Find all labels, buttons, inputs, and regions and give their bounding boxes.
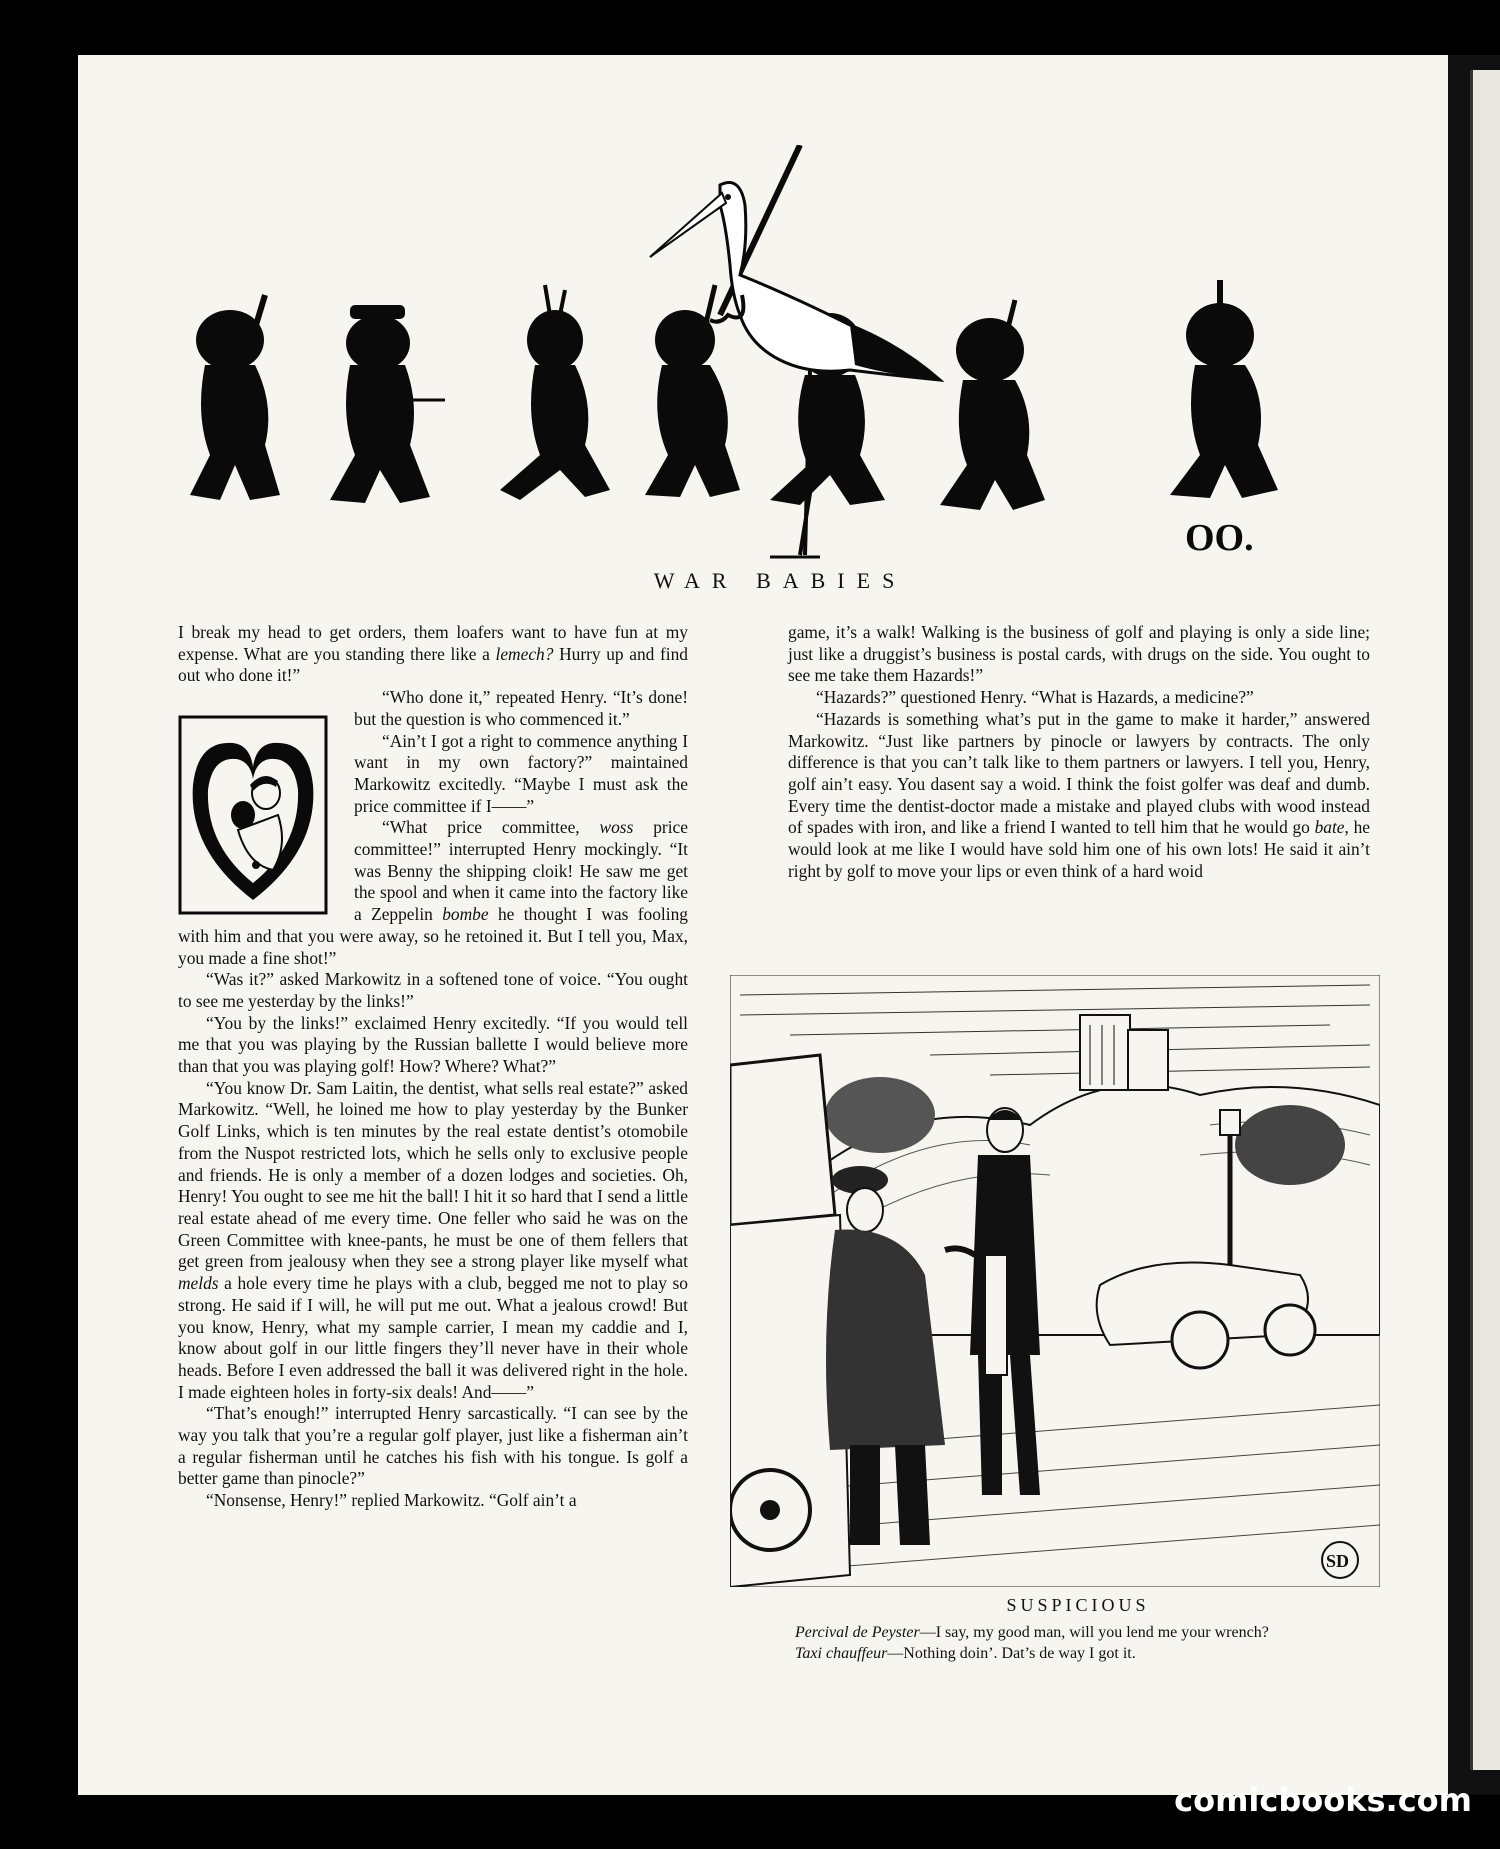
paragraph: “Ain’t I got a right to commence anything I want in my own factory?” maintained Markowitz excitedly. “Maybe I must ask the price committee if I——” xyxy=(354,730,688,816)
cartoon-caption xyxy=(795,1622,1375,1664)
paragraph: game, it’s a walk! Walking is the business of golf and playing is only a side line; just like a druggist’s business is postal cards, with drugs on the side. You ought to see me take them Hazards!” xyxy=(788,622,1370,686)
soldier-silhouette xyxy=(940,300,1045,510)
boy-with-cane-silhouette xyxy=(330,305,445,503)
paragraph: “That’s enough!” interrupted Henry sarcastically. “I can see by the way you talk that you’re a regular golf player, just like a fisherman ain’t a regular fisherman until he catches his fish with his tongue. Is golf a better game than pinocle?” xyxy=(178,1403,688,1489)
soldier-silhouette xyxy=(1170,280,1278,498)
paragraph: “Was it?” asked Markowitz in a softened tone of voice. “You ought to see me yesterday by the links!” xyxy=(178,969,688,1011)
paragraph: “Hazards?” questioned Henry. “What is Hazards, a medicine?” xyxy=(816,687,1254,708)
soldier-silhouette xyxy=(190,295,280,500)
paragraph: “Nonsense, Henry!” replied Markowitz. “Golf ain’t a xyxy=(206,1490,577,1511)
article-title: WAR BABIES xyxy=(653,568,907,593)
dialogue: —Nothing doin’. Dat’s de way I got it. xyxy=(887,1645,1136,1662)
paragraph: “Who done it,” repeated Henry. “It’s done! but the question is who commenced it.” xyxy=(354,687,688,729)
cartoon-signature: SD xyxy=(1326,1551,1350,1571)
speaker-name: Taxi chauffeur xyxy=(795,1645,888,1662)
cartoon-title: SUSPICIOUS xyxy=(1006,1595,1150,1615)
caption-line-1 xyxy=(795,1622,1375,1643)
dialogue: —I say, my good man, will you lend me your wrench? xyxy=(919,1624,1269,1641)
header-signature: OO. xyxy=(1185,517,1254,559)
paragraph: I break my head to get orders, them loafers want to have fun at my expense. What are you standing there like a lemech? Hurry up and find out who done it!” xyxy=(178,622,688,686)
watermark: comicbooks.com xyxy=(1174,1781,1472,1819)
left-text-column xyxy=(178,622,688,1512)
war-babies-illustration xyxy=(170,145,1380,565)
speaker-name: Percival de Peyster xyxy=(795,1624,920,1641)
paragraph: “You by the links!” exclaimed Henry excitedly. “If you would tell me that you was playing by the Russian ballette I would believe more than that you was playing golf! How? Where? What?” xyxy=(178,1012,688,1077)
suspicious-cartoon xyxy=(730,975,1380,1587)
caption-line-2 xyxy=(795,1643,1375,1664)
paragraph: “Hazards is something what’s put in the game to make it harder,” answered Markowitz. “Just like partners by pinocle or lawyers by contracts. The only difference is that you can’t talk like to them partners or lawyers. I tell you, Henry, golf ain’t easy. You dasent say a woid. I think the foist golfer was deaf and dumb. Every time the dentist-doctor made a mistake and played clubs with wood instead of spades with iron, and like a friend I wanted to tell him that he would go bate, he would look at me like I would have sold him one of his own lots! He said it ain’t right by golf to move your lips or even think of a hard woid xyxy=(788,708,1370,881)
heart-portrait-vignette xyxy=(178,715,340,921)
running-child-silhouette xyxy=(500,285,610,500)
right-text-column xyxy=(788,622,1370,882)
next-page-edge xyxy=(1470,70,1500,1770)
paragraph: “What price committee, woss price committee!” interrupted Henry mockingly. “It was Benny the shipping cloik! He saw me get the spool and when it came into the factory like a Zeppelin bombe he thought I was fooling with him and that you were away, so he retoined it. But I tell you, Max, you made a fine shot!” xyxy=(178,817,688,968)
paragraph: “You know Dr. Sam Laitin, the dentist, what sells real estate?” asked Markowitz. “Well, he loined me how to play yesterday by the Bunker Golf Links, which is ten minutes by the real estate dentist’s otomobile from the Nuspot restricted lots, which he sells only to exclusive people and friends. He is only a member of a dozen lodges and societies. Oh, Henry! You ought to see me hit the ball! I hit it so hard that I send a little real estate ahead of me every time. One feller who said he was on the Green Committee with knee-pants, he must be one of them fellers that get green from jealousy when they see a strong player like myself what melds a hole every time he plays with a club, begged me not to play so strong. He said if I will, he will put me out. What a jealous crowd! But you know, Henry, what my sample carrier, I mean my caddie and I, know about golf in our little fingers they’ll never have in their whole heads. Before I even addressed the ball it was delivered right in the hole. I made eighteen holes in forty-six deals! And——” xyxy=(178,1077,688,1402)
